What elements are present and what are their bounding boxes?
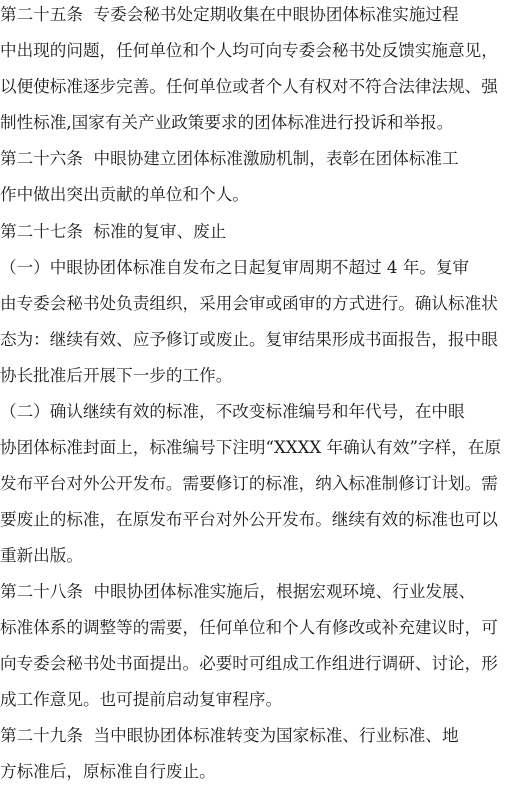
text-line-content: （二）确认继续有效的标准，不改变标准编号和年代号，在中眼 (0, 402, 465, 421)
text-line (0, 617, 520, 639)
text-line (0, 148, 520, 170)
text-line-content: 重新出版。 (0, 546, 83, 565)
text-line-content: 以便使标准逐步完善。任何单位或者个人有权对不符合法律法规、强 (0, 77, 498, 96)
text-line-content: 向专委会秘书处书面提出。必要时可组成工作组进行调研、讨论，形 (0, 654, 498, 673)
text-line (0, 257, 520, 279)
text-line (0, 112, 520, 134)
text-line-content: 标准体系的调整等的需要，任何单位和个人有修改或补充建议时，可 (0, 618, 498, 637)
text-line-content: 中出现的问题，任何单位和个人均可向专委会秘书处反馈实施意见， (0, 41, 498, 60)
text-line-content: 第二十九条 当中眼协团体标准转变为国家标准、行业标准、地 (0, 726, 459, 745)
text-line (0, 365, 520, 387)
text-line (0, 509, 520, 531)
text-line (0, 221, 520, 243)
text-line (0, 581, 520, 603)
text-line-content: 由专委会秘书处负责组织，采用会审或函审的方式进行。确认标准状 (0, 294, 498, 313)
text-line-content: 第二十五条 专委会秘书处定期收集在中眼协团体标准实施过程 (0, 5, 459, 24)
text-line (0, 545, 520, 567)
text-line-content: 第二十七条 标准的复审、废止 (0, 222, 227, 241)
text-line (0, 689, 520, 711)
text-line-content: （一）中眼协团体标准自发布之日起复审周期不超过 4 年。复审 (0, 258, 470, 277)
text-line-content: 要废止的标准，在原发布平台对外公开发布。继续有效的标准也可以 (0, 510, 498, 529)
text-line-content: 方标准后，原标准自行废止。 (0, 762, 216, 781)
text-line-content: 第二十八条 中眼协团体标准实施后，根据宏观环境、行业发展、 (0, 582, 476, 601)
text-line (0, 473, 520, 495)
text-line (0, 725, 520, 747)
text-line-content: 第二十六条 中眼协建立团体标准激励机制，表彰在团体标准工 (0, 149, 459, 168)
text-line (0, 401, 520, 423)
text-line (0, 40, 520, 62)
text-line (0, 653, 520, 675)
text-line (0, 329, 520, 351)
text-line (0, 293, 520, 315)
text-line-content: 作中做出突出贡献的单位和个人。 (0, 185, 249, 204)
text-line (0, 437, 520, 459)
text-line (0, 4, 520, 26)
text-line-content: 发布平台对外公开发布。需要修订的标准，纳入标准制修订计划。需 (0, 474, 498, 493)
text-line-content: 制性标准,国家有关产业政策要求的团体标准进行投诉和举报。 (0, 113, 454, 132)
text-line (0, 76, 520, 98)
text-line (0, 184, 520, 206)
text-line-content: 协团体标准封面上，标准编号下注明“XXXX 年确认有效”字样，在原 (0, 438, 501, 457)
text-line-content: 态为：继续有效、应予修订或废止。复审结果形成书面报告，报中眼 (0, 330, 498, 349)
text-line (0, 761, 520, 783)
text-line-content: 成工作意见。也可提前启动复审程序。 (0, 690, 283, 709)
text-line-content: 协长批准后开展下一步的工作。 (0, 366, 233, 385)
